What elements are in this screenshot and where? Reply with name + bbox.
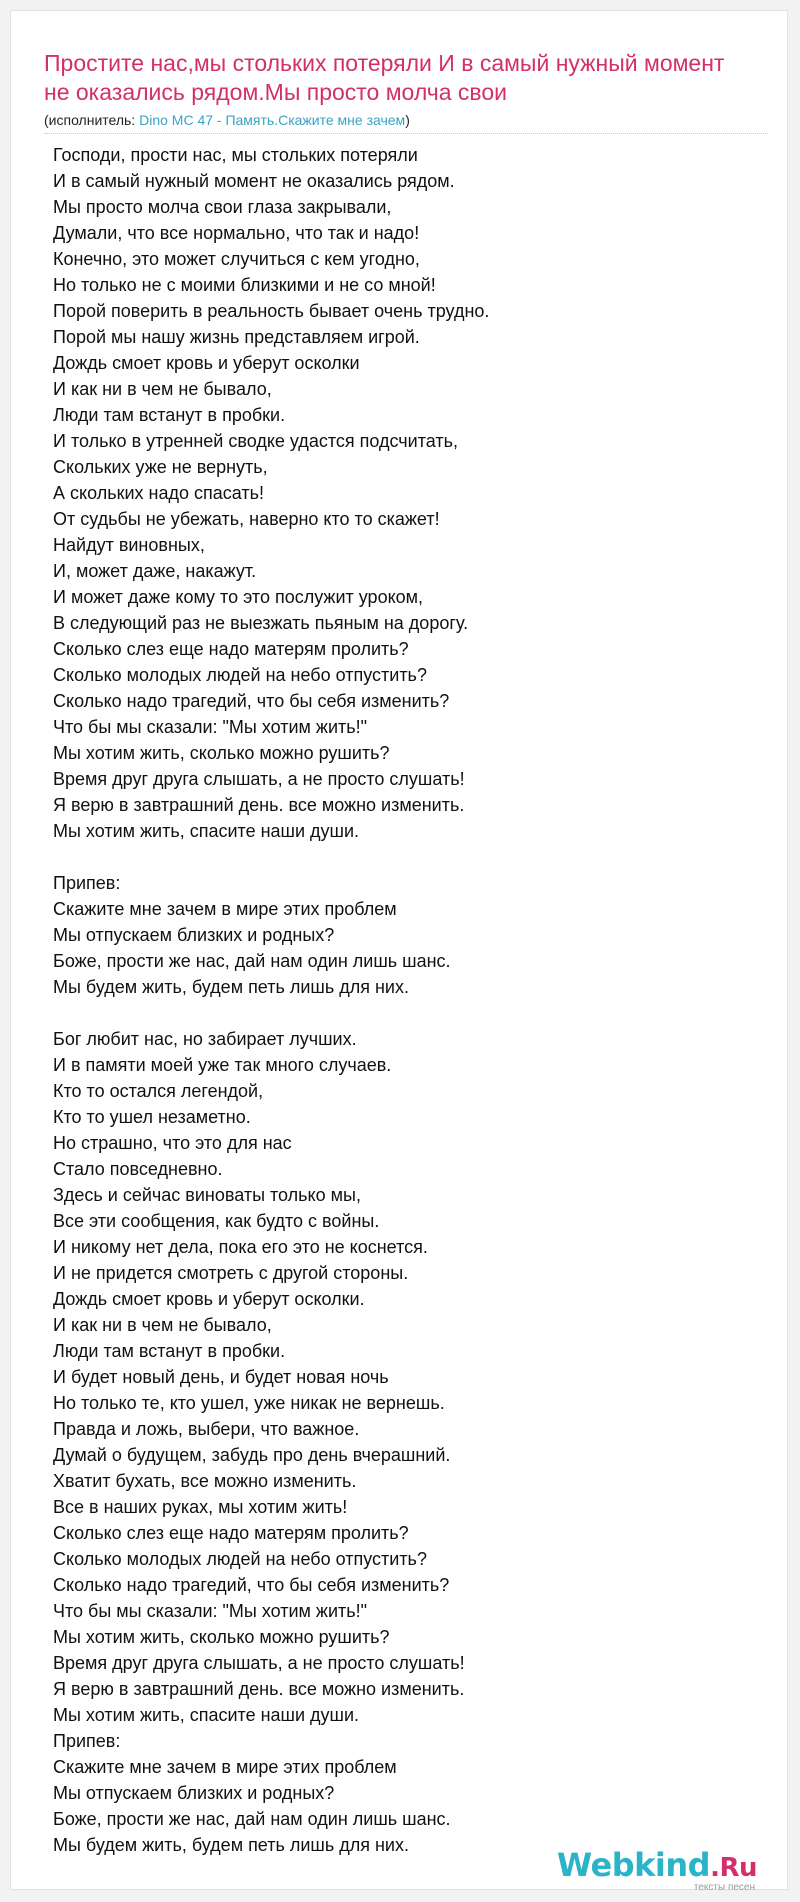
lyric-line: Боже, прости же нас, дай нам один лишь шанс. [53, 1809, 451, 1829]
lyric-line: Думай о будущем, забудь про день вчерашний. [53, 1445, 451, 1465]
lyrics-text [53, 142, 489, 1858]
lyric-line: Кто то ушел незаметно. [53, 1107, 251, 1127]
lyric-line: Правда и ложь, выбери, что важное. [53, 1419, 360, 1439]
lyric-line: Мы хотим жить, спасите наши души. [53, 1705, 360, 1725]
lyric-line: Господи, прости нас, мы стольких потеряли [53, 145, 418, 165]
lyric-line: Порой мы нашу жизнь представляем игрой. [53, 327, 420, 347]
lyric-line: Мы будем жить, будем петь лишь для них. [53, 1835, 409, 1855]
lyric-line: И, может даже, накажут. [53, 561, 257, 581]
lyric-line: И только в утренней сводке удастся подсчитать, [53, 431, 458, 451]
lyric-line: Мы хотим жить, сколько можно рушить? [53, 743, 390, 763]
lyric-line: Все в наших руках, мы хотим жить! [53, 1497, 348, 1517]
logo-tagline: тексты песен [693, 1882, 755, 1893]
artist-link[interactable]: Dino MC 47 - Память.Скажите мне зачем [139, 112, 406, 128]
logo-tld: .Ru [710, 1853, 757, 1883]
song-title: Простите нас,мы стольких потеряли И в самый нужный момент не оказались рядом.Мы просто молча свои [44, 50, 725, 105]
lyric-line: От судьбы не убежать, наверно кто то скажет! [53, 509, 440, 529]
lyric-line: Сколько надо трагедий, что бы себя изменить? [53, 691, 450, 711]
lyric-line: Сколько надо трагедий, что бы себя изменить? [53, 1575, 450, 1595]
lyric-line: Сколько молодых людей на небо отпустить? [53, 665, 427, 685]
lyric-line: Но страшно, что это для нас [53, 1133, 292, 1153]
lyric-line: Скажите мне зачем в мире этих проблем [53, 1757, 397, 1777]
lyric-line: Дождь смоет кровь и уберут осколки. [53, 1289, 365, 1309]
lyric-line: Думали, что все нормально, что так и надо! [53, 223, 420, 243]
lyric-line: Мы хотим жить, спасите наши души. [53, 821, 360, 841]
lyric-line [53, 844, 489, 870]
artist-prefix: (исполнитель: [44, 112, 140, 128]
artist-suffix: ) [405, 112, 410, 128]
lyric-line: Время друг друга слышать, а не просто слушать! [53, 1653, 465, 1673]
lyric-line: Найдут виновных, [53, 535, 205, 555]
lyrics-page [10, 10, 788, 1893]
lyric-line: И никому нет дела, пока его это не коснется. [53, 1237, 428, 1257]
lyric-line: Скажите мне зачем в мире этих проблем [53, 899, 397, 919]
lyric-line: И в памяти моей уже так много случаев. [53, 1055, 392, 1075]
lyric-line: Что бы мы сказали: "Мы хотим жить!" [53, 717, 368, 737]
lyric-line: Люди там встанут в пробки. [53, 405, 286, 425]
lyric-line: Я верю в завтрашний день. все можно изменить. [53, 1679, 465, 1699]
lyric-line: Припев: [53, 1731, 121, 1751]
lyric-line: Стало повседневно. [53, 1159, 223, 1179]
lyric-line: Конечно, это может случиться с кем угодно, [53, 249, 420, 269]
lyric-line: Что бы мы сказали: "Мы хотим жить!" [53, 1601, 368, 1621]
webkind-logo[interactable] [556, 1846, 757, 1893]
lyric-line: Порой поверить в реальность бывает очень трудно. [53, 301, 490, 321]
divider [44, 133, 768, 134]
lyric-line: Скольких уже не вернуть, [53, 457, 268, 477]
logo-name: Webkind [556, 1846, 711, 1884]
lyric-line: Сколько слез еще надо матерям пролить? [53, 1523, 409, 1543]
lyric-line: Кто то остался легендой, [53, 1081, 264, 1101]
lyric-line: Все эти сообщения, как будто с войны. [53, 1211, 380, 1231]
lyric-line: Но только те, кто ушел, уже никак не вернешь. [53, 1393, 445, 1413]
lyric-line: И в самый нужный момент не оказались рядом. [53, 171, 455, 191]
lyric-line: Хватит бухать, все можно изменить. [53, 1471, 357, 1491]
lyric-line: Здесь и сейчас виноваты только мы, [53, 1185, 361, 1205]
logo-wordmark [556, 1846, 757, 1884]
lyric-line: Мы будем жить, будем петь лишь для них. [53, 977, 409, 997]
lyric-line: Мы отпускаем близких и родных? [53, 1783, 335, 1803]
lyric-line: И как ни в чем не бывало, [53, 379, 272, 399]
lyric-line: Припев: [53, 873, 121, 893]
lyric-line: Мы хотим жить, сколько можно рушить? [53, 1627, 390, 1647]
lyric-line: Люди там встанут в пробки. [53, 1341, 286, 1361]
lyric-line: Мы просто молча свои глаза закрывали, [53, 197, 392, 217]
lyric-line: А скольких надо спасать! [53, 483, 264, 503]
lyric-line [53, 1000, 489, 1026]
lyric-line: Я верю в завтрашний день. все можно изменить. [53, 795, 465, 815]
lyric-line: И не придется смотреть с другой стороны. [53, 1263, 409, 1283]
lyric-line: Мы отпускаем близких и родных? [53, 925, 335, 945]
lyric-line: И как ни в чем не бывало, [53, 1315, 272, 1335]
lyric-line: Время друг друга слышать, а не просто слушать! [53, 769, 465, 789]
lyric-line: Сколько молодых людей на небо отпустить? [53, 1549, 427, 1569]
artist-line [44, 111, 410, 129]
lyric-line: И будет новый день, и будет новая ночь [53, 1367, 389, 1387]
lyric-line: Сколько слез еще надо матерям пролить? [53, 639, 409, 659]
lyric-line: Дождь смоет кровь и уберут осколки [53, 353, 360, 373]
lyric-line: В следующий раз не выезжать пьяным на дорогу. [53, 613, 469, 633]
lyric-line: Но только не с моими близкими и не со мной! [53, 275, 436, 295]
lyric-line: Бог любит нас, но забирает лучших. [53, 1029, 357, 1049]
lyric-line: Боже, прости же нас, дай нам один лишь шанс. [53, 951, 451, 971]
lyric-line: И может даже кому то это послужит уроком, [53, 587, 424, 607]
